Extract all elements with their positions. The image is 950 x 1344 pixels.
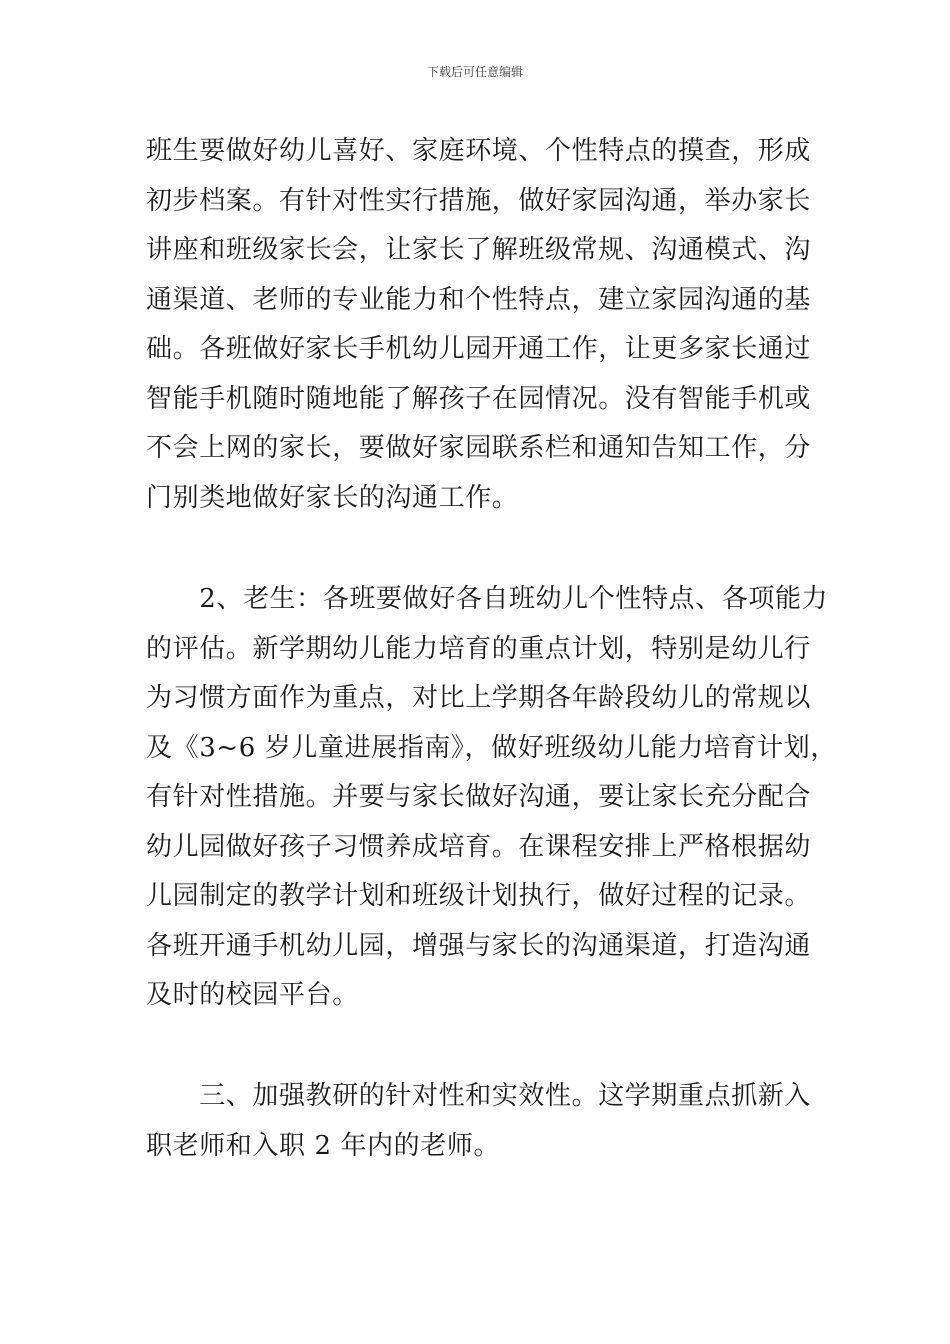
text-line: 础。各班做好家长手机幼儿园开通工作，让更多家长通过	[146, 334, 812, 364]
page-header: 下载后可任意编辑	[426, 65, 523, 79]
text-line: 有针对性措施。并要与家长做好沟通，要让家长充分配合	[146, 782, 812, 812]
text-line: 不会上网的家长，要做好家园联系栏和通知告知工作，分	[146, 433, 812, 463]
paragraph-2	[146, 575, 837, 1021]
paragraph-3	[146, 1072, 810, 1171]
text-line: 各班开通手机幼儿园，增强与家长的沟通渠道，打造沟通	[146, 930, 812, 961]
text-line: 为习惯方面作为重点，对比上学期各年龄段幼儿的常规以	[146, 683, 812, 713]
text-line: 通渠道、老师的专业能力和个性特点，建立家园沟通的基	[146, 284, 812, 315]
text-line: 及《3~6 岁儿童进展指南》，做好班级幼儿能力培育计划，	[146, 732, 837, 763]
text-line: 职老师和入职 2 年内的老师。	[146, 1130, 501, 1161]
text-line: 儿园制定的教学计划和班级计划执行，做好过程的记录。	[146, 881, 812, 911]
text-line: 幼儿园做好孩子习惯养成培育。在课程安排上严格根据幼	[146, 831, 812, 862]
text-line: 的评估。新学期幼儿能力培育的重点计划，特别是幼儿行	[146, 633, 812, 664]
text-line: 门别类地做好家长的沟通工作。	[146, 482, 519, 513]
text-line: 及时的校园平台。	[146, 980, 359, 1010]
text-line: 讲座和班级家长会，让家长了解班级常规、沟通模式、沟	[146, 235, 812, 265]
text-line: 三、加强教研的针对性和实效性。这学期重点抓新入	[146, 1081, 812, 1111]
text-line: 初步档案。有针对性实行措施，做好家园沟通，举办家长	[146, 185, 812, 216]
text-line: 班生要做好幼儿喜好、家庭环境、个性特点的摸查，形成	[146, 136, 812, 166]
text-line: 2、老生：各班要做好各自班幼儿个性特点、各项能力	[146, 584, 829, 614]
paragraph-1	[146, 127, 810, 523]
text-line: 智能手机随时随地能了解孩子在园情况。没有智能手机或	[146, 383, 812, 414]
